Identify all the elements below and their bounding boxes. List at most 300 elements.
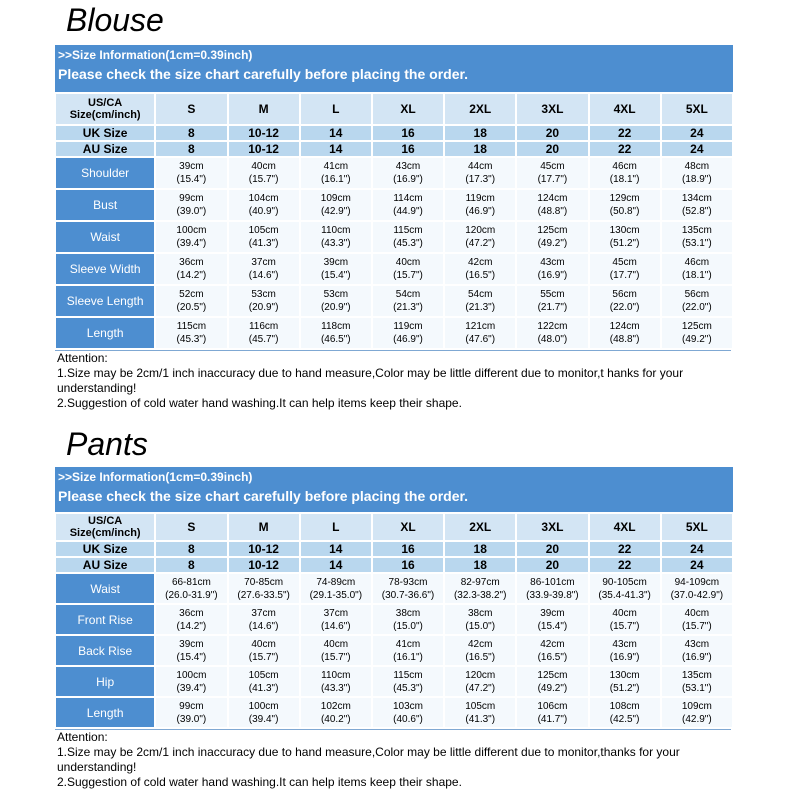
measurement-label: Sleeve Width: [56, 254, 154, 284]
cm-value: 134cm: [681, 193, 712, 204]
cm-value: 115cm: [393, 669, 423, 681]
cm-value: 94-109cm: [674, 576, 720, 588]
cm-value: 121cm: [465, 321, 496, 332]
inch-value: (41.7"): [537, 713, 568, 725]
section-title: Blouse: [66, 2, 164, 38]
measurement-cell: [229, 254, 299, 284]
cm-value: 42cm: [540, 638, 565, 650]
cm-value: 120cm: [465, 225, 496, 236]
inch-value: (40.9"): [248, 206, 279, 217]
measurement-cell: [373, 636, 443, 665]
inch-value: (41.3"): [248, 238, 279, 249]
cm-value: 39cm: [540, 607, 565, 619]
inch-value: (14.2"): [176, 620, 207, 632]
inch-value: (49.2"): [537, 682, 568, 694]
measurement-cell: [590, 318, 660, 348]
measurement-cell: [445, 254, 515, 284]
uk-size-value: 22: [590, 542, 660, 556]
au-size-value: 16: [373, 558, 443, 572]
pants-section: [0, 422, 800, 800]
inch-value: (44.9"): [393, 206, 423, 217]
cm-value: 41cm: [395, 638, 421, 650]
measurement-cell: [156, 698, 226, 727]
inch-value: (17.7"): [537, 174, 568, 185]
uk-size-value: 20: [517, 126, 587, 140]
inch-value: (14.6"): [320, 620, 351, 632]
measurement-cell: [301, 574, 371, 603]
measurement-row: [56, 286, 732, 316]
measurement-cell: [662, 254, 732, 284]
measurement-cell: [156, 318, 226, 348]
inch-value: (42.9"): [682, 713, 712, 725]
inch-value: (22.0"): [682, 302, 712, 313]
inch-value: (33.9-39.8"): [526, 589, 579, 601]
measurement-cell: [301, 667, 371, 696]
measurement-cell: [229, 158, 299, 188]
measurement-cell: [590, 698, 660, 727]
cm-value: 54cm: [395, 289, 421, 300]
inch-value: (51.2"): [609, 682, 640, 694]
uk-size-value: 22: [590, 126, 660, 140]
measurement-label: Waist: [56, 574, 154, 603]
inch-value: (15.7"): [393, 270, 423, 281]
measurement-label: Back Rise: [56, 636, 154, 665]
measurement-cell: [445, 605, 515, 634]
inch-value: (14.6"): [248, 270, 279, 281]
inch-value: (15.7"): [320, 651, 351, 663]
size-column-header: 5XL: [662, 94, 732, 124]
measurement-row: [56, 254, 732, 284]
inch-value: (39.0"): [176, 206, 207, 217]
uk-size-value: 10-12: [229, 126, 299, 140]
cm-value: 56cm: [684, 289, 710, 300]
uk-size-label: UK Size: [56, 126, 154, 140]
measurement-cell: [662, 574, 732, 603]
cm-value: 36cm: [179, 607, 204, 619]
measurement-cell: [517, 605, 587, 634]
cm-value: 39cm: [179, 161, 204, 172]
measurement-cell: [517, 574, 587, 603]
inch-value: (29.1-35.0"): [309, 589, 363, 601]
uk-size-value: 24: [662, 542, 732, 556]
size-column-header: 4XL: [590, 514, 660, 540]
inch-value: (42.5"): [609, 713, 640, 725]
inch-value: (15.0"): [465, 620, 496, 632]
size-column-header: S: [156, 514, 226, 540]
measurement-row: [56, 318, 732, 348]
cm-value: 78-93cm: [388, 576, 428, 588]
measurement-cell: [445, 636, 515, 665]
cm-value: 100cm: [176, 669, 207, 681]
uk-size-value: 16: [373, 126, 443, 140]
cm-value: 46cm: [684, 257, 710, 268]
inch-value: (18.1"): [609, 174, 640, 185]
inch-value: (45.3"): [176, 334, 207, 345]
cm-value: 108cm: [609, 700, 640, 712]
au-size-value: 8: [156, 142, 226, 156]
measurement-cell: [229, 222, 299, 252]
inch-value: (48.8"): [609, 334, 640, 345]
measurement-cell: [301, 158, 371, 188]
measurement-row: [56, 190, 732, 220]
inch-value: (16.9"): [393, 174, 423, 185]
measurement-cell: [662, 286, 732, 316]
attention-notes: [55, 729, 731, 790]
cm-value: 86-101cm: [530, 576, 575, 588]
cm-value: 116cm: [248, 321, 279, 332]
cm-value: 102cm: [320, 700, 351, 712]
size-column-header: M: [229, 94, 299, 124]
cm-value: 36cm: [179, 257, 204, 268]
measurement-cell: [373, 318, 443, 348]
measurement-cell: [156, 190, 226, 220]
inch-value: (39.0"): [176, 713, 207, 725]
size-column-header: 3XL: [517, 514, 587, 540]
inch-value: (39.4"): [176, 682, 207, 694]
inch-value: (18.9"): [682, 174, 712, 185]
cm-value: 90-105cm: [602, 576, 647, 588]
inch-value: (42.9"): [320, 206, 351, 217]
inch-value: (20.5"): [176, 302, 207, 313]
inch-value: (46.9"): [465, 206, 496, 217]
au-size-label: AU Size: [56, 142, 154, 156]
inch-value: (15.4"): [176, 174, 207, 185]
measurement-cell: [156, 254, 226, 284]
cm-value: 39cm: [323, 257, 349, 268]
measurement-cell: [301, 190, 371, 220]
cm-value: 56cm: [612, 289, 637, 300]
measurement-cell: [229, 286, 299, 316]
measurement-cell: [156, 605, 226, 634]
inch-value: (46.9"): [393, 334, 423, 345]
cm-value: 114cm: [393, 193, 423, 204]
measurement-cell: [229, 318, 299, 348]
inch-value: (14.6"): [248, 620, 279, 632]
measurement-cell: [590, 158, 660, 188]
inch-value: (50.8"): [609, 206, 640, 217]
au-size-value: 18: [445, 558, 515, 572]
measurement-cell: [517, 222, 587, 252]
inch-value: (16.1"): [393, 651, 423, 663]
inch-value: (20.9"): [248, 302, 279, 313]
measurement-cell: [662, 605, 732, 634]
au-size-value: 10-12: [229, 142, 299, 156]
inch-value: (47.2"): [465, 682, 496, 694]
au-size-row: [56, 142, 732, 156]
size-column-header: S: [156, 94, 226, 124]
measurement-cell: [445, 574, 515, 603]
inch-value: (45.7"): [248, 334, 279, 345]
measurement-label: Bust: [56, 190, 154, 220]
size-column-header: 5XL: [662, 514, 732, 540]
inch-value: (18.1"): [682, 270, 712, 281]
cm-value: 48cm: [684, 161, 710, 172]
measurement-cell: [517, 158, 587, 188]
size-header-row: [56, 514, 732, 540]
inch-value: (15.7"): [682, 620, 712, 632]
cm-value: 53cm: [323, 289, 349, 300]
cm-value: 43cm: [612, 638, 637, 650]
cm-value: 100cm: [248, 700, 279, 712]
cm-value: 110cm: [321, 669, 351, 681]
inch-value: (40.6"): [393, 713, 423, 725]
cm-value: 125cm: [537, 225, 568, 236]
cm-value: 106cm: [537, 700, 568, 712]
measurement-cell: [517, 667, 587, 696]
measurement-cell: [445, 286, 515, 316]
attention-heading: Attention:: [57, 351, 108, 365]
measurement-cell: [373, 698, 443, 727]
size-column-header: 4XL: [590, 94, 660, 124]
uk-size-value: 24: [662, 126, 732, 140]
cm-value: 124cm: [609, 321, 640, 332]
au-size-value: 22: [590, 558, 660, 572]
au-size-value: 14: [301, 558, 371, 572]
inch-value: (53.1"): [682, 238, 712, 249]
cm-value: 40cm: [323, 638, 349, 650]
inch-value: (39.4"): [248, 713, 279, 725]
inch-value: (14.2"): [176, 270, 207, 281]
size-table: [54, 512, 734, 729]
inch-value: (21.7"): [537, 302, 568, 313]
au-size-value: 20: [517, 142, 587, 156]
inch-value: (16.5"): [465, 651, 496, 663]
measurement-cell: [301, 286, 371, 316]
cm-value: 37cm: [251, 607, 276, 619]
cm-value: 40cm: [612, 607, 637, 619]
size-column-header: XL: [373, 514, 443, 540]
uk-size-value: 14: [301, 542, 371, 556]
size-info-text: >>Size Information(1cm=0.39inch): [58, 470, 253, 484]
measurement-cell: [229, 667, 299, 696]
measurement-cell: [445, 222, 515, 252]
cm-value: 103cm: [393, 700, 424, 712]
measurement-row: [56, 574, 732, 603]
cm-value: 52cm: [179, 289, 204, 300]
cm-value: 66-81cm: [171, 576, 211, 588]
cm-value: 135cm: [681, 225, 712, 236]
measurement-cell: [229, 636, 299, 665]
measurement-row: [56, 605, 732, 634]
inch-value: (15.4"): [176, 651, 207, 663]
inch-value: (17.7"): [609, 270, 640, 281]
inch-value: (16.9"): [609, 651, 640, 663]
cm-value: 43cm: [395, 161, 421, 172]
inch-value: (30.7-36.6"): [381, 589, 435, 601]
size-column-header: 3XL: [517, 94, 587, 124]
cm-value: 125cm: [537, 669, 568, 681]
cm-value: 41cm: [323, 161, 349, 172]
inch-value: (40.2"): [320, 713, 351, 725]
uk-size-row: [56, 126, 732, 140]
uk-size-value: 8: [156, 126, 226, 140]
inch-value: (21.3"): [465, 302, 496, 313]
size-column-header: 2XL: [445, 514, 515, 540]
measurement-cell: [590, 574, 660, 603]
cm-value: 45cm: [540, 161, 565, 172]
size-column-header: 2XL: [445, 94, 515, 124]
measurement-cell: [445, 318, 515, 348]
cm-value: 40cm: [251, 638, 276, 650]
measurement-cell: [301, 605, 371, 634]
attention-note: 2.Suggestion of cold water hand washing.It can help items keep their shape.: [57, 396, 462, 410]
cm-value: 130cm: [609, 225, 640, 236]
measurement-cell: [517, 636, 587, 665]
cm-value: 105cm: [248, 669, 279, 681]
measurement-cell: [662, 667, 732, 696]
cm-value: 53cm: [251, 289, 276, 300]
measurement-cell: [662, 698, 732, 727]
cm-value: 40cm: [251, 161, 276, 172]
size-table: [54, 92, 734, 350]
info-banner: [55, 467, 733, 512]
measurement-cell: [301, 222, 371, 252]
cm-value: 37cm: [251, 257, 276, 268]
attention-note: 1.Size may be 2cm/1 inch inaccuracy due to hand measure,Color may be little different due to monitor,thanks for your understanding!: [57, 745, 680, 774]
measurement-cell: [590, 605, 660, 634]
size-column-header: L: [301, 94, 371, 124]
measurement-cell: [373, 574, 443, 603]
inch-value: (15.4"): [537, 620, 568, 632]
au-size-value: 10-12: [229, 558, 299, 572]
cm-value: 55cm: [540, 289, 565, 300]
measurement-label: Shoulder: [56, 158, 154, 188]
au-size-value: 8: [156, 558, 226, 572]
check-notice: Please check the size chart carefully before placing the order.: [58, 66, 469, 82]
measurement-cell: [156, 158, 226, 188]
cm-value: 37cm: [323, 607, 349, 619]
cm-value: 40cm: [395, 257, 421, 268]
cm-value: 38cm: [467, 607, 493, 619]
inch-value: (53.1"): [682, 682, 712, 694]
size-column-header: M: [229, 514, 299, 540]
measurement-cell: [301, 318, 371, 348]
inch-value: (41.3"): [248, 682, 279, 694]
measurement-cell: [229, 698, 299, 727]
au-size-value: 16: [373, 142, 443, 156]
size-header-row: [56, 94, 732, 124]
measurement-cell: [662, 158, 732, 188]
measurement-label: Waist: [56, 222, 154, 252]
measurement-cell: [373, 158, 443, 188]
inch-value: (41.3"): [465, 713, 496, 725]
inch-value: (17.3"): [465, 174, 496, 185]
size-info-text: >>Size Information(1cm=0.39inch): [58, 48, 253, 62]
measurement-cell: [662, 318, 732, 348]
measurement-cell: [517, 698, 587, 727]
measurement-cell: [301, 636, 371, 665]
cm-value: 135cm: [681, 669, 712, 681]
cm-value: 45cm: [612, 257, 637, 268]
inch-value: (26.0-31.9"): [165, 589, 218, 601]
uk-size-value: 16: [373, 542, 443, 556]
au-size-value: 24: [662, 142, 732, 156]
measurement-cell: [373, 667, 443, 696]
measurement-label: Length: [56, 698, 154, 727]
measurement-cell: [517, 254, 587, 284]
inch-value: (21.3"): [393, 302, 423, 313]
measurement-cell: [229, 605, 299, 634]
cm-value: 110cm: [321, 225, 351, 236]
inch-value: (15.0"): [393, 620, 423, 632]
cm-value: 42cm: [467, 257, 493, 268]
measurement-row: [56, 636, 732, 665]
cm-value: 100cm: [176, 225, 207, 236]
cm-value: 124cm: [537, 193, 568, 204]
attention-heading: Attention:: [57, 730, 108, 744]
cm-value: 115cm: [393, 225, 423, 236]
measurement-cell: [662, 190, 732, 220]
inch-value: (35.4-41.3"): [598, 589, 651, 601]
inch-value: (20.9"): [320, 302, 351, 313]
size-header-label: US/CA Size(cm/inch): [56, 514, 154, 540]
cm-value: 104cm: [248, 193, 279, 204]
measurement-cell: [590, 190, 660, 220]
measurement-cell: [373, 222, 443, 252]
cm-value: 54cm: [467, 289, 493, 300]
inch-value: (22.0"): [609, 302, 640, 313]
measurement-cell: [590, 222, 660, 252]
inch-value: (45.3"): [393, 682, 423, 694]
inch-value: (48.0"): [537, 334, 568, 345]
inch-value: (16.9"): [537, 270, 568, 281]
inch-value: (16.9"): [682, 651, 712, 663]
measurement-row: [56, 698, 732, 727]
cm-value: 46cm: [612, 161, 637, 172]
measurement-cell: [517, 190, 587, 220]
uk-size-value: 18: [445, 542, 515, 556]
uk-size-label: UK Size: [56, 542, 154, 556]
measurement-cell: [301, 254, 371, 284]
measurement-cell: [517, 286, 587, 316]
attention-notes: [55, 350, 731, 411]
inch-value: (46.5"): [320, 334, 351, 345]
measurement-cell: [590, 667, 660, 696]
measurement-cell: [373, 605, 443, 634]
measurement-cell: [662, 636, 732, 665]
cm-value: 109cm: [681, 700, 712, 712]
inch-value: (47.2"): [465, 238, 496, 249]
inch-value: (15.4"): [320, 270, 351, 281]
cm-value: 129cm: [609, 193, 640, 204]
measurement-cell: [229, 190, 299, 220]
au-size-value: 18: [445, 142, 515, 156]
measurement-cell: [445, 190, 515, 220]
size-column-header: XL: [373, 94, 443, 124]
measurement-cell: [301, 698, 371, 727]
size-column-header: L: [301, 514, 371, 540]
inch-value: (16.1"): [320, 174, 351, 185]
cm-value: 99cm: [179, 193, 204, 204]
inch-value: (16.5"): [537, 651, 568, 663]
au-size-value: 24: [662, 558, 732, 572]
cm-value: 130cm: [609, 669, 640, 681]
cm-value: 43cm: [540, 257, 565, 268]
measurement-cell: [590, 636, 660, 665]
inch-value: (32.3-38.2"): [453, 589, 507, 601]
measurement-cell: [445, 698, 515, 727]
cm-value: 40cm: [684, 607, 710, 619]
measurement-row: [56, 667, 732, 696]
attention-note: 1.Size may be 2cm/1 inch inaccuracy due to hand measure,Color may be little different due to monitor,t hanks for your understanding!: [57, 366, 684, 395]
cm-value: 119cm: [465, 193, 495, 204]
measurement-cell: [373, 190, 443, 220]
measurement-cell: [156, 574, 226, 603]
cm-value: 39cm: [179, 638, 204, 650]
measurement-cell: [590, 254, 660, 284]
measurement-row: [56, 222, 732, 252]
inch-value: (51.2"): [609, 238, 640, 249]
